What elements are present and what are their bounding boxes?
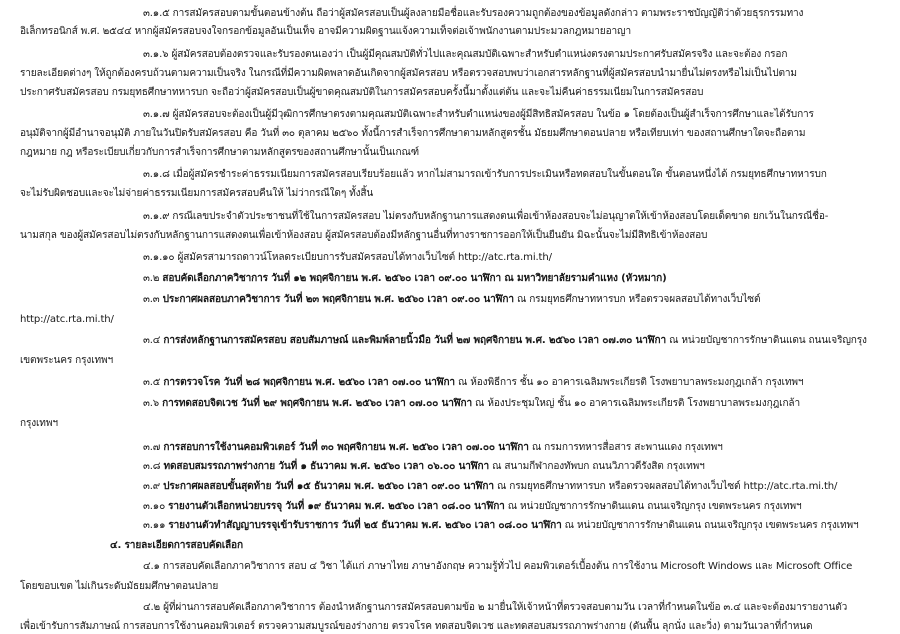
section-4-heading [110,539,890,553]
item-4-1-line-1 [143,560,890,574]
text-run: นามสกุล ของผู้สมัครสอบไม่ตรงกับหลักฐานการแสดงตนเพื่อเข้าห้องสอบ ผู้สมัครสอบต้องมีหลักฐานอื่นที่ทางราชการออกให้เป็นยืนยัน มิฉะนั้นจะไม่มีสิทธิเข้าห้องสอบ [20,230,708,241]
text-run: ๓.๖ [143,398,163,409]
text-run: เขตพระนคร กรุงเทพฯ [20,355,114,366]
bold-run: การส่งหลักฐานการสมัครสอบ สอบสัมภาษณ์ และพิมพ์ลายนิ้วมือ วันที่ ๒๗ พฤศจิกายน พ.ศ. ๒๕๖๐ เวลา ๐๗.๓๐ นาฬิกา [163,335,667,346]
text-run: อิเล็กทรอนิกส์ พ.ศ. ๒๕๔๔ หากผู้สมัครสอบจงใจกรอกข้อมูลอันเป็นเท็จ อาจมีความผิดฐานแจ้งความเท็จต่อเจ้าพนักงานตามประมวลกฎหมายอาญา [20,26,631,37]
item-3-6-line-2 [20,417,890,431]
para-3-1-8-line-1 [143,168,890,182]
item-4-2-line-2 [20,620,890,634]
text-run: ณ กรมการทหารสื่อสาร สะพานแดง กรุงเทพฯ [528,442,723,453]
text-run: ณ ห้องพิธีการ ชั้น ๑๐ อาคารเฉลิมพระเกียรติ โรงพยาบาลพระมงกุฎเกล้า กรุงเทพฯ [454,377,804,388]
text-run: ณ สนามกีฬากองทัพบก ถนนวิภาวดีรังสิต กรุงเทพฯ [489,461,705,472]
bold-run: รายงานตัวเลือกหน่วยบรรจุ วันที่ ๑๙ ธันวาคม พ.ศ. ๒๕๖๐ เวลา ๐๘.๐๐ นาฬิกา [168,501,505,512]
text-run[interactable]: ๓.๑.๑๐ ผู้สมัครสามารถดาวน์โหลดระเบียบการรับสมัครสอบได้ทางเว็บไซต์ http://atc.rta.mi.th/ [143,252,552,263]
para-3-1-6-line-1 [143,48,890,62]
text-run[interactable]: http://atc.rta.mi.th/ [20,314,114,325]
item-3-4-line-2 [20,354,890,368]
bold-run: รายงานตัวทำสัญญาบรรจุเข้ารับราชการ วันที่ ๒๕ ธันวาคม พ.ศ. ๒๕๖๐ เวลา ๐๘.๐๐ นาฬิกา [168,520,562,531]
text-run: ๓.๗ [143,442,164,453]
item-3-8 [143,460,890,474]
item-4-2-line-1 [143,601,890,615]
item-3-2 [143,272,890,286]
text-run: ณ กรมยุทธศึกษาทหารบก หรือตรวจผลสอบได้ทางเว็บไซต์ [513,294,761,305]
para-3-1-5-line-1 [143,7,890,21]
text-run: ๓.๔ [143,335,164,346]
text-run: ๓.๕ [143,377,164,388]
para-3-1-5-line-2 [20,25,890,39]
text-run: ๓.๘ [143,461,164,472]
text-run: ๔.๒ ผู้ที่ผ่านการสอบคัดเลือกภาควิชาการ ต้องนำหลักฐานการสมัครสอบตามข้อ ๒ มายื่นให้เจ้าหน้าที่ตรวจสอบตามวัน เวลาที่กำหนดในข้อ ๓.๔ และจะต้องมารายงานตัว [143,602,848,613]
text-run: ณ หน่วยบัญชาการรักษาดินแดน ถนนเจริญกรุง เขตพระนคร กรุงเทพฯ [561,520,859,531]
item-4-1-line-2 [20,580,890,594]
item-3-9 [143,480,890,494]
text-run: ๓.๑.๙ กรณีเลขประจำตัวประชาชนที่ใช้ในการสมัครสอบ ไม่ตรงกับหลักฐานการแสดงตนเพื่อเข้าห้องสอบจะไม่อนุญาตให้เข้าห้องสอบโดยเด็ดขาด ยกเว้นในกรณีชื่อ- [143,211,829,222]
text-run: รายละเอียดต่างๆ ให้ถูกต้องครบถ้วนตามความเป็นจริง ในกรณีที่มีความผิดพลาดอันเกิดจากผู้สมัครสอบ หรือตรวจสอบพบว่าเอกสารหลักฐานที่ผู้สมัครสอบนำมายื่นไม่ตรงหรือไม่เป็นไปตาม [20,68,797,79]
bold-run: ประกาศผลสอบภาควิชาการ วันที่ ๒๓ พฤศจิกายน พ.ศ. ๒๕๖๐ เวลา ๐๙.๐๐ นาฬิกา [162,294,514,305]
text-run: ๓.๙ [143,481,164,492]
text-run: ๔.๑ การสอบคัดเลือกภาควิชาการ สอบ ๔ วิชา ได้แก่ ภาษาไทย ภาษาอังกฤษ ความรู้ทั่วไป คอมพิวเตอร์เบื้องต้น การใช้งาน Microsoft Windows และ Microsoft Office [143,561,853,572]
item-3-4-line-1 [143,334,890,348]
text-run: จะไม่รับผิดชอบและจะไม่จ่ายค่าธรรมเนียมการสมัครสอบคืนให้ ไม่ว่ากรณีใดๆ ทั้งสิ้น [20,188,374,199]
para-3-1-7-line-2 [20,127,890,141]
text-run: ณ หน่วยบัญชาการรักษาดินแดน ถนนเจริญกรุง [666,335,867,346]
text-run: กฎหมาย กฎ หรือระเบียบเกี่ยวกับการสำเร็จการศึกษาตามหลักสูตรของสถานศึกษานั้นเป็นเกณฑ์ [20,147,419,158]
text-run[interactable]: ณ กรมยุทธศึกษาทหารบก หรือตรวจผลสอบได้ทางเว็บไซต์ http://atc.rta.mi.th/ [493,481,838,492]
para-3-1-8-line-2 [20,187,890,201]
item-3-6-line-1 [143,397,890,411]
text-run: ๓.๑๑ [143,520,169,531]
text-run: ๓.๑.๘ เมื่อผู้สมัครชำระค่าธรรมเนียมการสมัครสอบเรียบร้อยแล้ว หากไม่สามารถเข้ารับการประเมินหรือทดสอบในขั้นตอนใด ขั้นตอนหนึ่งได้ กรมยุทธศึกษาทหารบก [143,169,827,180]
text-run: ๓.๑๐ [143,501,169,512]
bold-run: การตรวจโรค วันที่ ๒๘ พฤศจิกายน พ.ศ. ๒๕๖๐ เวลา ๐๗.๐๐ นาฬิกา [163,377,455,388]
para-3-1-7-line-1 [143,108,890,122]
text-run: อนุมัติจากผู้มีอำนาจอนุมัติ ภายในวันปิดรับสมัครสอบ คือ วันที่ ๓๐ ตุลาคม ๒๕๖๐ ทั้งนี้การสำเร็จการศึกษาตามหลักสูตรชั้น มัธยมศึกษาตอนปลาย หรือเทียบเท่า ของสถานศึกษาใดจะถือตาม [20,128,806,139]
para-3-1-10 [143,251,890,265]
bold-run: การสอบการใช้งานคอมพิวเตอร์ วันที่ ๓๐ พฤศจิกายน พ.ศ. ๒๕๖๐ เวลา ๐๗.๐๐ นาฬิกา [163,442,529,453]
bold-run: ประกาศผลสอบขั้นสุดท้าย วันที่ ๑๕ ธันวาคม พ.ศ. ๒๕๖๐ เวลา ๐๙.๐๐ นาฬิกา [163,481,494,492]
text-run: ๓.๓ [143,294,163,305]
item-3-5 [143,376,890,390]
item-3-10 [143,500,890,514]
item-3-3-line-1 [143,293,890,307]
para-3-1-9-line-2 [20,229,890,243]
text-run: โดยขอบเขต ไม่เกินระดับมัธยมศึกษาตอนปลาย [20,581,219,592]
bold-run: สอบคัดเลือกภาควิชาการ วันที่ ๑๒ พฤศจิกายน พ.ศ. ๒๕๖๐ เวลา ๐๙.๐๐ นาฬิกา ณ มหาวิทยาลัยรามคำแหง (หัวหมาก) [162,273,667,284]
text-run: เพื่อเข้ารับการสัมภาษณ์ การสอบการใช้งานคอมพิวเตอร์ ตรวจความสมบูรณ์ของร่างกาย ตรวจโรค ทดสอบจิตเวช และทดสอบสมรรถภาพร่างกาย (ดันพื้น ลุกนั่ง และวิ่ง) ตามวันเวลาที่กำหนด [20,621,813,632]
para-3-1-9-line-1 [143,210,890,224]
item-3-7 [143,441,890,455]
text-run: กรุงเทพฯ [20,418,58,429]
bold-run: ๔. รายละเอียดการสอบคัดเลือก [110,540,243,551]
text-run: ๓.๑.๖ ผู้สมัครสอบต้องตรวจและรับรองตนเองว่า เป็นผู้มีคุณสมบัติทั่วไปและคุณสมบัติเฉพาะสำหรับตำแหน่งตรงตามประกาศรับสมัครจริง และจะต้อง กรอก [143,49,788,60]
para-3-1-6-line-3 [20,86,890,100]
text-run: ๓.๑.๕ การสมัครสอบตามขั้นตอนข้างต้น ถือว่าผู้สมัครสอบเป็นผู้ลงลายมือชื่อและรับรองความถูกต้องของข้อมูลดังกล่าว ตามพระราชบัญญัติว่าด้วยธุรกรรมทาง [143,8,804,19]
text-run: ๓.๒ [143,273,163,284]
text-run: ณ ห้องประชุมใหญ่ ชั้น ๑๐ อาคารเฉลิมพระเกียรติ โรงพยาบาลพระมงกุฎเกล้า [471,398,800,409]
text-run: ณ หน่วยบัญชาการรักษาดินแดน ถนนเจริญกรุง เขตพระนคร กรุงเทพฯ [504,501,802,512]
text-run: ประกาศรับสมัครสอบ กรมยุทธศึกษาทหารบก จะถือว่าผู้สมัครสอบเป็นผู้ขาดคุณสมบัติในการสมัครสอบครั้งนี้มาตั้งแต่ต้น และจะไม่คืนค่าธรรมเนียมในการสมัครสอบ [20,87,704,98]
bold-run: การทดสอบจิตเวช วันที่ ๒๙ พฤศจิกายน พ.ศ. ๒๕๖๐ เวลา ๐๗.๐๐ นาฬิกา [162,398,472,409]
item-3-11 [143,519,890,533]
item-3-3-line-2 [20,313,890,327]
bold-run: ทดสอบสมรรถภาพร่างกาย วันที่ ๑ ธันวาคม พ.ศ. ๒๕๖๐ เวลา ๐๖.๐๐ นาฬิกา [163,461,490,472]
para-3-1-6-line-2 [20,67,890,81]
text-run: ๓.๑.๗ ผู้สมัครสอบจะต้องเป็นผู้มีวุฒิการศึกษาตรงตามคุณสมบัติเฉพาะสำหรับตำแหน่งของผู้มีสิทธิสมัครสอบ ในข้อ ๑ โดยต้องเป็นผู้สำเร็จการศึกษาและได้รับการ [143,109,814,120]
para-3-1-7-line-3 [20,146,890,160]
